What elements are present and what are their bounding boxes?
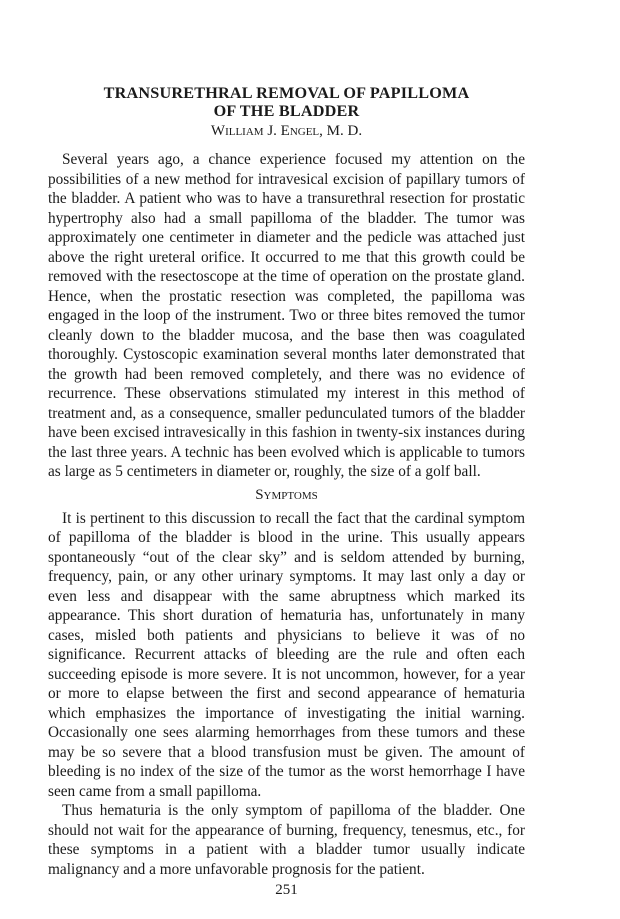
article-title: [48, 84, 525, 120]
section-heading-symptoms: Symptoms: [255, 486, 318, 503]
title-line-1: TRANSURETHRAL REMOVAL OF PAPILLOMA: [103, 84, 470, 102]
author-byline: William J. Engel, M. D.: [210, 123, 363, 139]
paragraph-hematuria: Thus hematuria is the only symptom of papilloma of the bladder. One should not wait for the appearance of burning, frequency, tenesmus, etc., for these symptoms in a patient with a bladder tumor usually indicate malignancy and a more unfavorable prognosis for the patient.: [48, 802, 525, 878]
title-line-2: OF THE BLADDER: [213, 102, 360, 120]
page-number: 251: [275, 882, 298, 898]
document-page: [48, 84, 525, 899]
paragraph-introduction: Several years ago, a chance experience focused my attention on the possibilities of a new method for intravesical excision of papillary tumors of the bladder. A patient who was to have a transurethral resection for prostatic hypertrophy also had a small papilloma of the bladder. The tumor was approximately one centimeter in diameter and the pedicle was attached just above the right ureteral orifice. It occurred to me that this growth could be removed with the resectoscope at the time of operation on the prostate gland. Hence, when the prostatic resection was completed, the papilloma was engaged in the loop of the instrument. Two or three bites removed the tumor cleanly down to the bladder mucosa, and the base then was coagulated thoroughly. Cystoscopic examination several months later demonstrated that the growth had been removed completely, and there was no evidence of recurrence. These observations stimulated my interest in this method of treatment and, as a consequence, smaller pedunculated tumors of the bladder have been excised intravesically in this fashion in twenty-six instances during the last three years. A technic has been evolved which is applicable to tumors as large as 5 centimeters in diameter or, roughly, the size of a golf ball.: [48, 151, 525, 480]
paragraph-symptoms: It is pertinent to this discussion to recall the fact that the cardinal symptom of papilloma of the bladder is blood in the urine. This usually appears spontaneously “out of the clear sky” and is seldom attended by burning, frequency, pain, or any other urinary symptoms. It may last only a day or even less and disappear with the same abruptness which marked its appearance. This short duration of hematuria has, unfortunately in many cases, misled both patients and physicians to believe it was of no significance. Recurrent attacks of bleeding are the rule and often each succeeding episode is more severe. It is not uncommon, however, for a year or more to elapse between the first and second appearance of hematuria which emphasizes the importance of investigating the initial warning. Occasionally one sees alarming hemorrhages from these tumors and these may be so severe that a blood transfusion must be given. The amount of bleeding is no index of the size of the tumor as the worst hemorrhage I have seen came from a small papilloma.: [48, 509, 525, 800]
